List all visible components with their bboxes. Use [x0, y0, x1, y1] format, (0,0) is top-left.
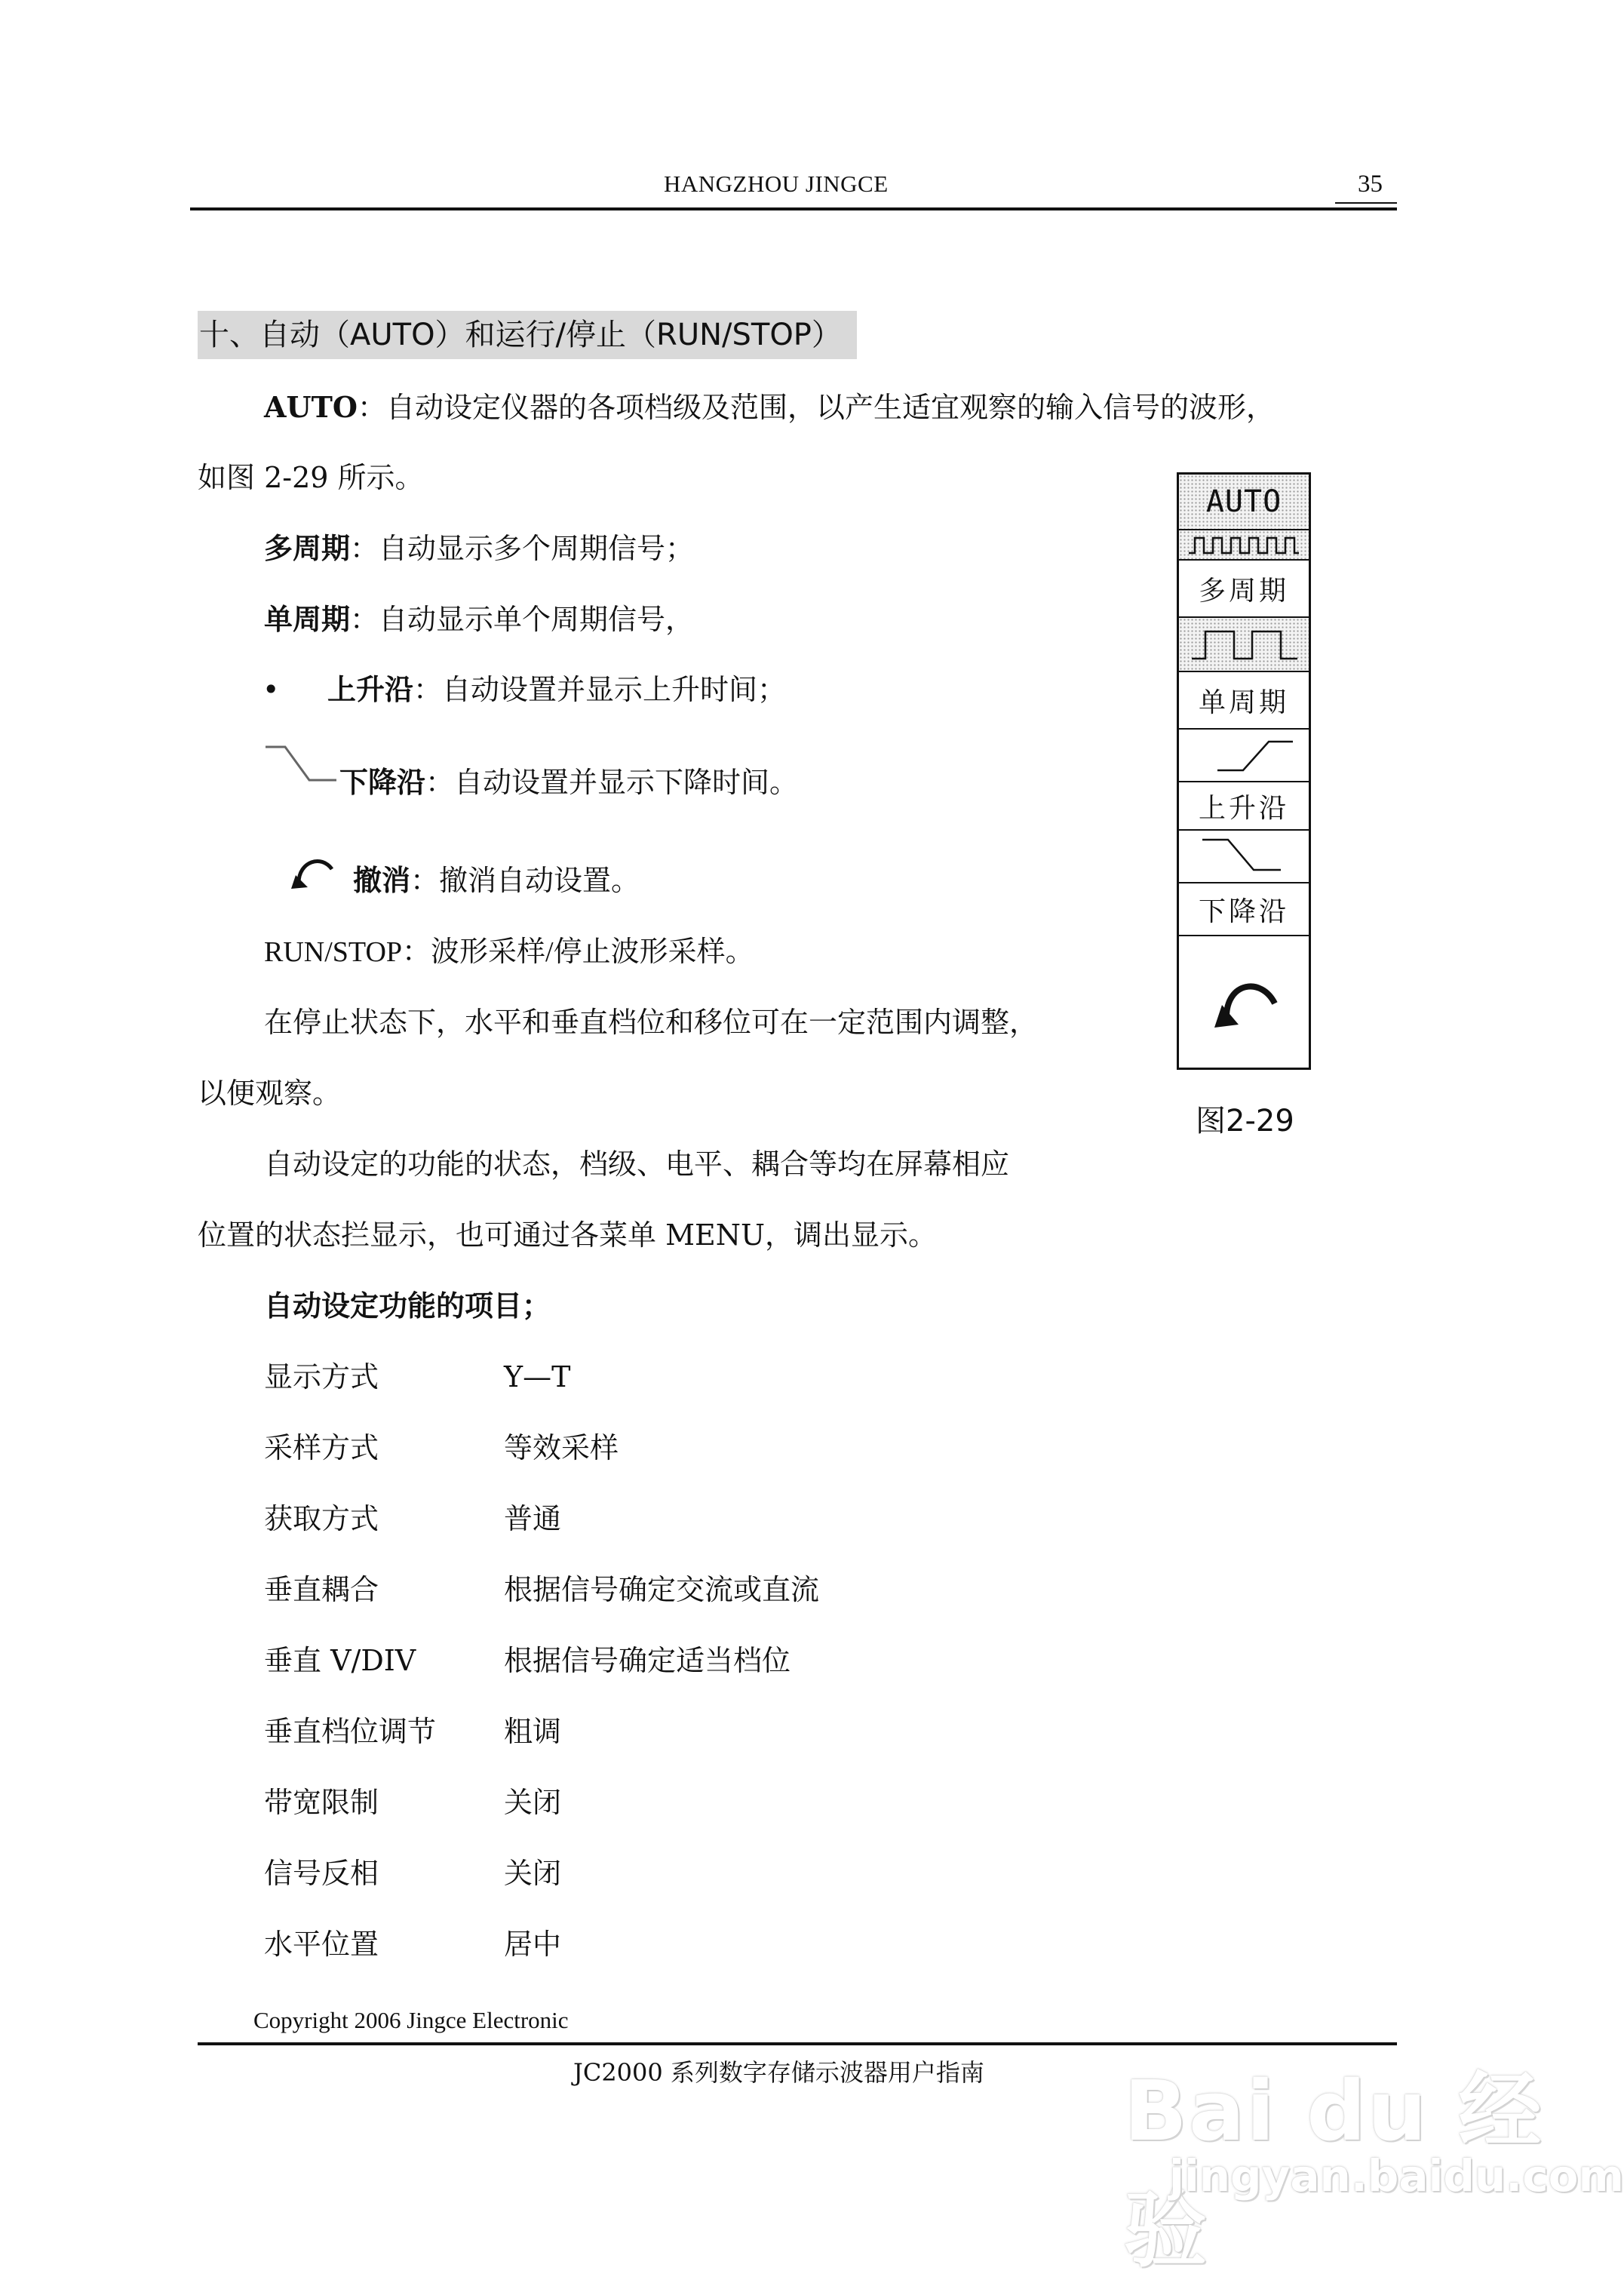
rise-edge-key-label: 上升沿	[1198, 792, 1289, 824]
header-title: HANGZHOU JINGCE	[664, 171, 889, 197]
multi-desc: ：自动显示多个周期信号；	[350, 532, 695, 565]
auto-paragraph	[264, 389, 1275, 426]
multi-term: 多周期	[264, 531, 351, 565]
rise-edge-key-graphic	[1179, 730, 1309, 782]
multi-cycle-key-label: 多周期	[1198, 575, 1289, 607]
fall-edge-item	[339, 764, 798, 801]
setting-label: 垂直耦合	[264, 1573, 379, 1606]
setting-label: 采样方式	[264, 1431, 379, 1464]
section-heading: 十、自动（AUTO）和运行/停止（RUN/STOP）	[198, 311, 857, 359]
auto-menu-figure	[1177, 472, 1311, 1070]
auto-desc-cont: 如图 2-29 所示。	[198, 461, 424, 494]
multi-cycle-key-graphic	[1179, 530, 1309, 561]
undo-term: 撤消	[353, 863, 411, 897]
single-cycle-key	[1179, 672, 1309, 730]
undo-item	[353, 862, 640, 899]
setting-label: 垂直 V/DIV	[264, 1644, 416, 1677]
single-cycle-key-label: 单周期	[1198, 687, 1289, 718]
setting-value: 居中	[504, 1928, 562, 1961]
runstop-text: RUN/STOP：波形采样/停止波形采样。	[264, 936, 754, 968]
status-paragraph: 自动设定的功能的状态，档级、电平、耦合等均在屏幕相应	[264, 1148, 1010, 1181]
footer-title: JC2000 系列数字存储示波器用户指南	[573, 2058, 984, 2087]
setting-label: 信号反相	[264, 1857, 379, 1890]
setting-value: 关闭	[504, 1857, 562, 1890]
undo-key-icon	[1202, 964, 1285, 1040]
rise-edge-item	[327, 671, 786, 708]
fall-edge-key-label: 下降沿	[1198, 896, 1289, 927]
rise-term: 上升沿	[327, 672, 414, 706]
single-cycle-wave-icon	[1187, 625, 1300, 663]
fall-edge-key-graphic	[1179, 831, 1309, 883]
bullet: •	[262, 673, 280, 706]
page-number: 35	[1358, 171, 1383, 198]
watermark-brand: Bai du 经验	[1124, 2063, 1543, 2278]
setting-label: 垂直档位调节	[264, 1715, 437, 1748]
rise-edge-key	[1179, 782, 1309, 831]
baidu-watermark	[1124, 2030, 1624, 2278]
setting-value: 根据信号确定交流或直流	[504, 1573, 820, 1606]
auto-term: AUTO	[264, 390, 358, 424]
setting-value: 粗调	[504, 1715, 562, 1748]
setting-value: 关闭	[504, 1786, 562, 1819]
auto-desc: ：自动设定仪器的各项档级及范围，以产生适宜观察的输入信号的波形，	[358, 391, 1276, 424]
falling-edge-key-icon	[1187, 835, 1300, 877]
fall-desc: ：自动设置并显示下降时间。	[425, 766, 799, 799]
setting-value: Y—T	[504, 1360, 571, 1393]
stop-paragraph: 在停止状态下，水平和垂直档位和移位可在一定范围内调整，	[264, 1006, 1039, 1039]
undo-desc: ：撤消自动设置。	[410, 864, 640, 897]
watermark-url: jingyan.baidu.com	[1169, 2150, 1624, 2202]
setting-label: 显示方式	[264, 1360, 379, 1393]
multi-cycle-item	[264, 530, 694, 567]
rise-desc: ：自动设置并显示上升时间；	[413, 673, 787, 706]
setting-value: 根据信号确定适当档位	[504, 1644, 791, 1677]
single-desc: ：自动显示单个周期信号，	[350, 603, 695, 636]
multi-cycle-key	[1179, 561, 1309, 618]
setting-label: 获取方式	[264, 1502, 379, 1535]
fall-term: 下降沿	[339, 765, 426, 799]
auto-key	[1179, 475, 1309, 530]
setting-label: 水平位置	[264, 1928, 379, 1961]
single-cycle-key-graphic	[1179, 618, 1309, 672]
header-rule	[190, 207, 1397, 210]
figure-caption: 图2-29	[1196, 1104, 1294, 1138]
setting-value: 等效采样	[504, 1431, 619, 1464]
setting-label: 带宽限制	[264, 1786, 379, 1819]
stop-paragraph-cont: 以便观察。	[198, 1077, 342, 1110]
undo-key	[1179, 936, 1309, 1068]
single-term: 单周期	[264, 602, 351, 636]
copyright: Copyright 2006 Jingce Electronic	[253, 2007, 569, 2033]
setting-value: 普通	[504, 1502, 562, 1535]
undo-arrow-icon	[288, 853, 336, 893]
auto-key-label: AUTO	[1205, 484, 1282, 519]
fall-edge-key	[1179, 883, 1309, 936]
single-cycle-item	[264, 601, 694, 638]
items-title: 自动设定功能的项目；	[264, 1289, 551, 1323]
status-paragraph-cont: 位置的状态拦显示，也可通过各菜单 MENU，调出显示。	[198, 1218, 938, 1252]
falling-edge-icon	[266, 742, 338, 788]
multi-cycle-wave-icon	[1187, 533, 1300, 556]
header-rule-accent	[1335, 202, 1397, 204]
rising-edge-icon	[1187, 734, 1300, 776]
